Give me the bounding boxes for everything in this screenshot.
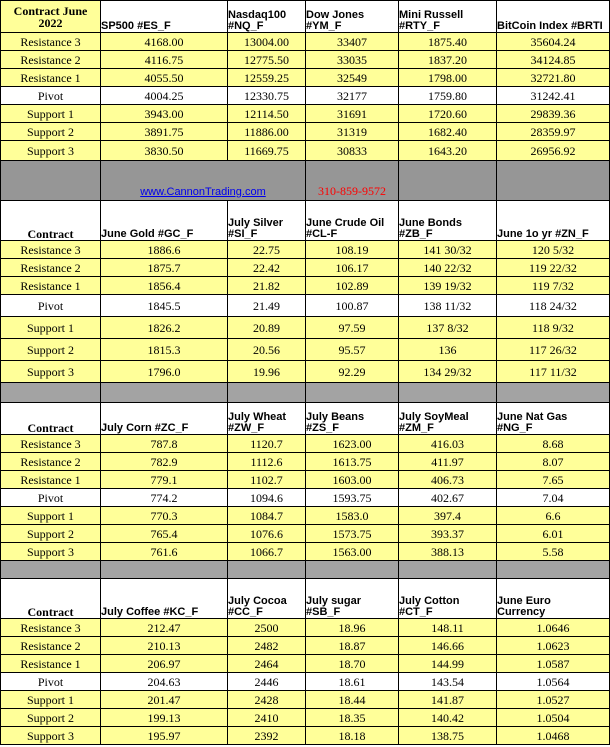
row-label: Support 2 bbox=[1, 339, 101, 361]
table-cell: 134 29/32 bbox=[399, 361, 497, 383]
table-cell: 22.75 bbox=[228, 241, 306, 259]
table-row bbox=[1, 259, 610, 277]
table-cell: 4055.50 bbox=[101, 69, 228, 87]
table-cell: 140.42 bbox=[399, 709, 497, 727]
table-cell: 146.66 bbox=[399, 637, 497, 655]
row-label: Resistance 1 bbox=[1, 655, 101, 673]
table-cell: 4168.00 bbox=[101, 33, 228, 51]
instrument-header-line: July SoyMeal bbox=[399, 411, 469, 423]
row-label: Support 3 bbox=[1, 727, 101, 745]
phone-number: 310-859-9572 bbox=[318, 183, 386, 198]
table-cell: 402.67 bbox=[399, 489, 497, 507]
row-label: Resistance 3 bbox=[1, 435, 101, 453]
table-cell: 143.54 bbox=[399, 673, 497, 691]
table-cell: 774.2 bbox=[101, 489, 228, 507]
instrument-header-line: Mini Russell bbox=[399, 9, 464, 21]
table-cell: 8.07 bbox=[497, 453, 610, 471]
table-cell: 4116.75 bbox=[101, 51, 228, 69]
table-cell: 2464 bbox=[228, 655, 306, 673]
table-cell: 140 22/32 bbox=[399, 259, 497, 277]
row-label: Support 1 bbox=[1, 507, 101, 525]
row-label: Resistance 3 bbox=[1, 619, 101, 637]
table-cell: 35604.24 bbox=[497, 33, 610, 51]
table-cell: 1120.7 bbox=[228, 435, 306, 453]
table-cell: 1759.80 bbox=[399, 87, 497, 105]
table-cell: 120 5/32 bbox=[497, 241, 610, 259]
table-cell: 3943.00 bbox=[101, 105, 228, 123]
divider-cell bbox=[101, 161, 306, 201]
table-cell: 1798.00 bbox=[399, 69, 497, 87]
divider-cell bbox=[399, 561, 497, 579]
instrument-header bbox=[497, 201, 610, 241]
table-row bbox=[1, 435, 610, 453]
table-cell: 12775.50 bbox=[228, 51, 306, 69]
divider-cell bbox=[1, 161, 101, 201]
instrument-header-line: #SB_F bbox=[306, 606, 341, 618]
divider-cell bbox=[228, 383, 306, 403]
table-cell: 212.47 bbox=[101, 619, 228, 637]
divider-cell bbox=[306, 561, 399, 579]
instrument-header-line: #YM_F bbox=[306, 20, 342, 32]
table-cell: 18.61 bbox=[306, 673, 399, 691]
table-row bbox=[1, 339, 610, 361]
instrument-header-line: July Silver bbox=[228, 217, 284, 229]
divider-cell bbox=[228, 561, 306, 579]
table-row bbox=[1, 123, 610, 141]
table-row bbox=[1, 471, 610, 489]
table-cell: 31242.41 bbox=[497, 87, 610, 105]
table-cell: 6.01 bbox=[497, 525, 610, 543]
table-cell: 22.42 bbox=[228, 259, 306, 277]
table-row bbox=[1, 489, 610, 507]
table-cell: 2410 bbox=[228, 709, 306, 727]
divider-cell bbox=[1, 561, 101, 579]
instrument-header-line: June Gold #GC_F bbox=[101, 228, 194, 240]
table-cell: 1.0587 bbox=[497, 655, 610, 673]
table-cell: 8.68 bbox=[497, 435, 610, 453]
instrument-header-line: June Crude Oil bbox=[306, 217, 385, 229]
table-title bbox=[1, 1, 101, 33]
row-label: Pivot bbox=[1, 489, 101, 507]
table-cell: 1623.00 bbox=[306, 435, 399, 453]
row-label: Resistance 1 bbox=[1, 69, 101, 87]
divider-cell bbox=[399, 161, 497, 201]
table-row bbox=[1, 87, 610, 105]
divider-cell bbox=[497, 161, 610, 201]
table-cell: 761.6 bbox=[101, 543, 228, 561]
section-header-row bbox=[1, 579, 610, 619]
table-row bbox=[1, 241, 610, 259]
instrument-header-line: #CC_F bbox=[228, 606, 263, 618]
divider-cell bbox=[497, 383, 610, 403]
instrument-header-line: #ZB_F bbox=[399, 228, 433, 240]
instrument-header-line: June Euro bbox=[497, 595, 551, 607]
table-cell: 117 26/32 bbox=[497, 339, 610, 361]
table-cell: 411.97 bbox=[399, 453, 497, 471]
table-row bbox=[1, 619, 610, 637]
website-link[interactable]: www.CannonTrading.com bbox=[140, 185, 266, 198]
instrument-header bbox=[497, 1, 610, 33]
row-label: Support 3 bbox=[1, 543, 101, 561]
instrument-header-line: #NQ_F bbox=[228, 20, 264, 32]
table-cell: 1.0527 bbox=[497, 691, 610, 709]
instrument-header bbox=[399, 201, 497, 241]
table-cell: 1.0468 bbox=[497, 727, 610, 745]
row-label: Resistance 2 bbox=[1, 637, 101, 655]
table-cell: 416.03 bbox=[399, 435, 497, 453]
instrument-header bbox=[228, 403, 306, 435]
table-cell: 18.70 bbox=[306, 655, 399, 673]
table-cell: 20.89 bbox=[228, 317, 306, 339]
table-cell: 21.82 bbox=[228, 277, 306, 295]
instrument-header bbox=[101, 403, 228, 435]
instrument-header-line: Dow Jones bbox=[306, 9, 365, 21]
instrument-header bbox=[306, 1, 399, 33]
row-label: Support 3 bbox=[1, 141, 101, 161]
row-label: Resistance 2 bbox=[1, 259, 101, 277]
table-cell: 102.89 bbox=[306, 277, 399, 295]
row-label: Support 3 bbox=[1, 361, 101, 383]
table-cell: 782.9 bbox=[101, 453, 228, 471]
table-cell: 1796.0 bbox=[101, 361, 228, 383]
section-divider bbox=[1, 383, 610, 403]
table-cell: 30833 bbox=[306, 141, 399, 161]
table-cell: 11669.75 bbox=[228, 141, 306, 161]
table-cell: 97.59 bbox=[306, 317, 399, 339]
table-row bbox=[1, 51, 610, 69]
table-row bbox=[1, 543, 610, 561]
contract-header: Contract bbox=[1, 201, 101, 241]
table-row bbox=[1, 33, 610, 51]
table-cell: 397.4 bbox=[399, 507, 497, 525]
instrument-header-line: Currency bbox=[497, 606, 546, 618]
table-cell: 92.29 bbox=[306, 361, 399, 383]
table-cell: 19.96 bbox=[228, 361, 306, 383]
table-cell: 2446 bbox=[228, 673, 306, 691]
divider-cell bbox=[497, 561, 610, 579]
divider-cell bbox=[399, 383, 497, 403]
table-cell: 388.13 bbox=[399, 543, 497, 561]
instrument-header-line: Nasdaq100 bbox=[228, 9, 287, 21]
instrument-header bbox=[228, 579, 306, 619]
instrument-header-line: June Bonds bbox=[399, 217, 462, 229]
instrument-header-line: SP500 #ES_F bbox=[101, 20, 171, 32]
instrument-header bbox=[399, 1, 497, 33]
table-row bbox=[1, 277, 610, 295]
table-cell: 148.11 bbox=[399, 619, 497, 637]
table-cell: 210.13 bbox=[101, 637, 228, 655]
table-cell: 1573.75 bbox=[306, 525, 399, 543]
table-cell: 12559.25 bbox=[228, 69, 306, 87]
table-cell: 141.87 bbox=[399, 691, 497, 709]
table-cell: 138.75 bbox=[399, 727, 497, 745]
table-cell: 1643.20 bbox=[399, 141, 497, 161]
row-label: Support 2 bbox=[1, 123, 101, 141]
instrument-header-line: #ZW_F bbox=[228, 422, 265, 434]
row-label: Resistance 2 bbox=[1, 51, 101, 69]
instrument-header-line: #CL-F bbox=[306, 228, 338, 240]
row-label: Resistance 3 bbox=[1, 33, 101, 51]
table-cell: 1815.3 bbox=[101, 339, 228, 361]
table-cell: 1583.0 bbox=[306, 507, 399, 525]
table-cell: 1.0623 bbox=[497, 637, 610, 655]
table-cell: 1.0646 bbox=[497, 619, 610, 637]
table-cell: 1875.40 bbox=[399, 33, 497, 51]
table-cell: 144.99 bbox=[399, 655, 497, 673]
table-cell: 139 19/32 bbox=[399, 277, 497, 295]
table-cell: 18.87 bbox=[306, 637, 399, 655]
instrument-header bbox=[228, 1, 306, 33]
table-cell: 11886.00 bbox=[228, 123, 306, 141]
table-row bbox=[1, 637, 610, 655]
table-cell: 32549 bbox=[306, 69, 399, 87]
instrument-header-line: July Corn #ZC_F bbox=[101, 422, 189, 434]
instrument-header bbox=[228, 201, 306, 241]
instrument-header-line: June Nat Gas bbox=[497, 411, 568, 423]
table-cell: 1084.7 bbox=[228, 507, 306, 525]
table-cell: 18.18 bbox=[306, 727, 399, 745]
table-cell: 1094.6 bbox=[228, 489, 306, 507]
instrument-header-line: July Wheat bbox=[228, 411, 287, 423]
table-cell: 18.44 bbox=[306, 691, 399, 709]
table-cell: 12330.75 bbox=[228, 87, 306, 105]
row-label: Support 1 bbox=[1, 691, 101, 709]
table-cell: 4004.25 bbox=[101, 87, 228, 105]
instrument-header bbox=[306, 201, 399, 241]
divider-cell bbox=[101, 561, 228, 579]
table-row bbox=[1, 525, 610, 543]
instrument-header-line: BitCoin Index #BRTI bbox=[497, 20, 603, 32]
row-label: Resistance 1 bbox=[1, 277, 101, 295]
table-cell: 118 9/32 bbox=[497, 317, 610, 339]
table-cell: 2482 bbox=[228, 637, 306, 655]
table-cell: 393.37 bbox=[399, 525, 497, 543]
table-cell: 136 bbox=[399, 339, 497, 361]
instrument-header-line: #CT_F bbox=[399, 606, 433, 618]
table-cell: 1112.6 bbox=[228, 453, 306, 471]
table-cell: 95.57 bbox=[306, 339, 399, 361]
instrument-header-line: July Cotton bbox=[399, 595, 460, 607]
instrument-header bbox=[399, 579, 497, 619]
table-cell: 1875.7 bbox=[101, 259, 228, 277]
table-cell: 18.96 bbox=[306, 619, 399, 637]
table-row bbox=[1, 361, 610, 383]
table-row bbox=[1, 507, 610, 525]
instrument-header bbox=[101, 579, 228, 619]
table-cell: 787.8 bbox=[101, 435, 228, 453]
table-cell: 1603.00 bbox=[306, 471, 399, 489]
instrument-header-line: July sugar bbox=[306, 595, 362, 607]
table-cell: 137 8/32 bbox=[399, 317, 497, 339]
divider-cell bbox=[306, 383, 399, 403]
table-row bbox=[1, 105, 610, 123]
instrument-header-line: #SI_F bbox=[228, 228, 258, 240]
table-cell: 119 7/32 bbox=[497, 277, 610, 295]
table-cell: 201.47 bbox=[101, 691, 228, 709]
instrument-header-line: June 1o yr #ZN_F bbox=[497, 228, 589, 240]
table-cell: 195.97 bbox=[101, 727, 228, 745]
contract-header: Contract bbox=[1, 579, 101, 619]
table-cell: 31691 bbox=[306, 105, 399, 123]
table-cell: 1563.00 bbox=[306, 543, 399, 561]
table-cell: 117 11/32 bbox=[497, 361, 610, 383]
table-cell: 138 11/32 bbox=[399, 295, 497, 317]
row-label: Support 2 bbox=[1, 525, 101, 543]
row-label: Support 1 bbox=[1, 317, 101, 339]
table-cell: 141 30/32 bbox=[399, 241, 497, 259]
table-cell: 12114.50 bbox=[228, 105, 306, 123]
table-cell: 1845.5 bbox=[101, 295, 228, 317]
instrument-header-line: #NG_F bbox=[497, 422, 533, 434]
instrument-header bbox=[101, 201, 228, 241]
table-cell: 2428 bbox=[228, 691, 306, 709]
table-cell: 118 24/32 bbox=[497, 295, 610, 317]
table-cell: 106.17 bbox=[306, 259, 399, 277]
table-cell: 20.56 bbox=[228, 339, 306, 361]
instrument-header-line: July Beans bbox=[306, 411, 365, 423]
row-label: Pivot bbox=[1, 87, 101, 105]
instrument-header bbox=[306, 403, 399, 435]
table-cell: 1613.75 bbox=[306, 453, 399, 471]
table-cell: 21.49 bbox=[228, 295, 306, 317]
instrument-header bbox=[101, 1, 228, 33]
row-label: Pivot bbox=[1, 295, 101, 317]
table-cell: 18.35 bbox=[306, 709, 399, 727]
table-cell: 6.6 bbox=[497, 507, 610, 525]
instrument-header bbox=[497, 403, 610, 435]
row-label: Resistance 3 bbox=[1, 241, 101, 259]
table-row bbox=[1, 317, 610, 339]
pivot-table-body bbox=[1, 1, 610, 745]
instrument-header-line: July Coffee #KC_F bbox=[101, 606, 199, 618]
divider-cell bbox=[306, 161, 399, 201]
table-cell: 1.0564 bbox=[497, 673, 610, 691]
table-cell: 1886.6 bbox=[101, 241, 228, 259]
table-cell: 770.3 bbox=[101, 507, 228, 525]
table-cell: 1682.40 bbox=[399, 123, 497, 141]
table-cell: 28359.97 bbox=[497, 123, 610, 141]
table-cell: 29839.36 bbox=[497, 105, 610, 123]
section-header-row bbox=[1, 201, 610, 241]
contract-header: Contract bbox=[1, 403, 101, 435]
table-row bbox=[1, 655, 610, 673]
table-cell: 204.63 bbox=[101, 673, 228, 691]
table-row bbox=[1, 69, 610, 87]
row-label: Pivot bbox=[1, 673, 101, 691]
table-cell: 108.19 bbox=[306, 241, 399, 259]
divider-cell bbox=[1, 383, 101, 403]
table-cell: 2500 bbox=[228, 619, 306, 637]
table-cell: 32721.80 bbox=[497, 69, 610, 87]
section-divider bbox=[1, 561, 610, 579]
row-label: Resistance 1 bbox=[1, 471, 101, 489]
table-row bbox=[1, 295, 610, 317]
table-cell: 1.0504 bbox=[497, 709, 610, 727]
instrument-header-line: #ZS_F bbox=[306, 422, 340, 434]
table-cell: 34124.85 bbox=[497, 51, 610, 69]
table-title-line2: 2022 bbox=[38, 15, 63, 30]
instrument-header-line: #RTY_F bbox=[399, 20, 440, 32]
table-cell: 33407 bbox=[306, 33, 399, 51]
divider-cell bbox=[101, 383, 228, 403]
table-cell: 26956.92 bbox=[497, 141, 610, 161]
row-label: Support 2 bbox=[1, 709, 101, 727]
table-cell: 3891.75 bbox=[101, 123, 228, 141]
table-cell: 2392 bbox=[228, 727, 306, 745]
table-row bbox=[1, 141, 610, 161]
section-header-row bbox=[1, 1, 610, 33]
table-cell: 1066.7 bbox=[228, 543, 306, 561]
table-cell: 779.1 bbox=[101, 471, 228, 489]
table-row bbox=[1, 709, 610, 727]
table-cell: 199.13 bbox=[101, 709, 228, 727]
section-divider bbox=[1, 161, 610, 201]
instrument-header-line: #ZM_F bbox=[399, 422, 434, 434]
table-cell: 5.58 bbox=[497, 543, 610, 561]
table-cell: 7.65 bbox=[497, 471, 610, 489]
table-row bbox=[1, 691, 610, 709]
table-cell: 3830.50 bbox=[101, 141, 228, 161]
instrument-header bbox=[399, 403, 497, 435]
table-cell: 765.4 bbox=[101, 525, 228, 543]
table-cell: 1856.4 bbox=[101, 277, 228, 295]
table-row bbox=[1, 673, 610, 691]
instrument-header bbox=[306, 579, 399, 619]
table-row bbox=[1, 727, 610, 745]
table-cell: 206.97 bbox=[101, 655, 228, 673]
table-cell: 1593.75 bbox=[306, 489, 399, 507]
table-cell: 1837.20 bbox=[399, 51, 497, 69]
table-cell: 119 22/32 bbox=[497, 259, 610, 277]
table-cell: 33035 bbox=[306, 51, 399, 69]
table-cell: 31319 bbox=[306, 123, 399, 141]
instrument-header-line: July Cocoa bbox=[228, 595, 287, 607]
table-cell: 1720.60 bbox=[399, 105, 497, 123]
instrument-header bbox=[497, 579, 610, 619]
section-header-row bbox=[1, 403, 610, 435]
table-cell: 406.73 bbox=[399, 471, 497, 489]
table-cell: 32177 bbox=[306, 87, 399, 105]
table-cell: 13004.00 bbox=[228, 33, 306, 51]
table-cell: 1826.2 bbox=[101, 317, 228, 339]
table-cell: 100.87 bbox=[306, 295, 399, 317]
table-cell: 7.04 bbox=[497, 489, 610, 507]
table-title-line1: Contract June bbox=[13, 3, 88, 18]
table-cell: 1102.7 bbox=[228, 471, 306, 489]
table-cell: 1076.6 bbox=[228, 525, 306, 543]
table-row bbox=[1, 453, 610, 471]
row-label: Resistance 2 bbox=[1, 453, 101, 471]
row-label: Support 1 bbox=[1, 105, 101, 123]
